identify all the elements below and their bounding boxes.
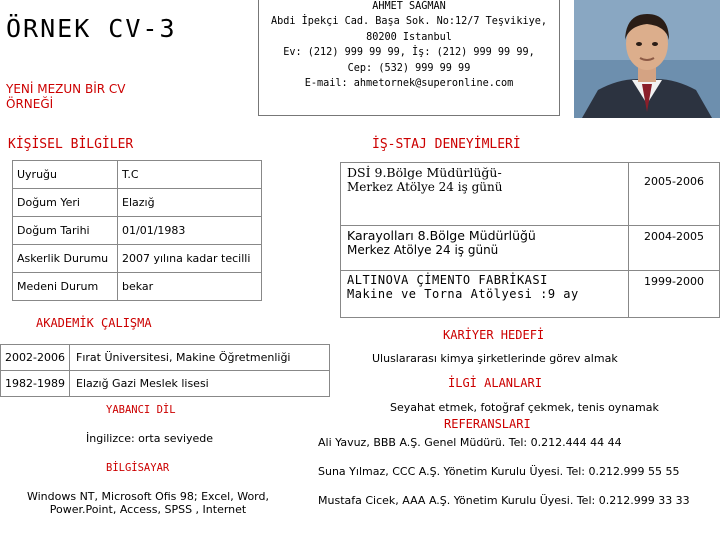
table-row xyxy=(13,217,262,245)
table-row xyxy=(13,161,262,189)
work-employer: Karayolları 8.Bölge Müdürlüğü xyxy=(347,228,536,243)
personal-info-table xyxy=(12,160,262,301)
work-date: 1999-2000 xyxy=(629,271,720,318)
personal-label: Askerlik Durumu xyxy=(13,245,118,273)
personal-value: Elazığ xyxy=(118,189,262,217)
table-row xyxy=(13,245,262,273)
personal-value: T.C xyxy=(118,161,262,189)
academic-school: Fırat Üniversitesi, Makine Öğretmenliği xyxy=(70,345,330,371)
languages-heading: YABANCI DİL xyxy=(106,404,176,416)
academic-school: Elazığ Gazi Meslek lisesi xyxy=(70,371,330,397)
personal-value: bekar xyxy=(118,273,262,301)
work-date: 2004-2005 xyxy=(629,226,720,271)
work-experience-heading: İŞ-STAJ DENEYİMLERİ xyxy=(372,137,521,152)
academic-years: 1982-1989 xyxy=(1,371,70,397)
personal-info-heading: KİŞİSEL BİLGİLER xyxy=(8,137,134,152)
work-detail: Merkez Atölye 24 iş günü xyxy=(347,180,503,194)
work-employer: ALTINOVA ÇİMENTO FABRİKASI xyxy=(347,273,548,287)
academic-years: 2002-2006 xyxy=(1,345,70,371)
interests-value: Seyahat etmek, fotoğraf çekmek, tenis oynamak xyxy=(390,401,659,414)
table-row xyxy=(13,273,262,301)
contact-mobile: Cep: (532) 999 99 99 xyxy=(347,62,471,74)
work-description xyxy=(341,163,629,226)
academic-heading: AKADEMİK ÇALIŞMA xyxy=(36,316,152,330)
contact-address-line2: 80200 Istanbul xyxy=(366,31,452,43)
work-detail: Makine ve Torna Atölyesi :9 ay xyxy=(347,287,579,301)
table-row xyxy=(1,345,330,371)
computer-skills-value: Windows NT, Microsoft Ofis 98; Excel, Word, Power.Point, Access, SPSS , Internet xyxy=(26,490,269,516)
personal-label: Doğum Tarihi xyxy=(13,217,118,245)
reference-item: Suna Yılmaz, CCC A.Ş. Yönetim Kurulu Üyesi. Tel: 0.212.999 55 55 xyxy=(318,465,680,478)
reference-item: Mustafa Cicek, AAA A.Ş. Yönetim Kurulu Üyesi. Tel: 0.212.999 33 33 xyxy=(318,494,690,507)
contact-phone: Ev: (212) 999 99 99, İş: (212) 999 99 99, xyxy=(283,47,535,59)
work-experience-table xyxy=(340,162,720,318)
personal-label: Doğum Yeri xyxy=(13,189,118,217)
table-row xyxy=(341,271,720,318)
personal-label: Uyruğu xyxy=(13,161,118,189)
contact-name: AHMET SAĞMAN xyxy=(372,1,446,12)
work-detail: Merkez Atölye 24 iş günü xyxy=(347,243,499,257)
profile-photo xyxy=(574,0,720,118)
contact-email[interactable]: E-mail: ahmetornek@superonline.com xyxy=(304,78,514,90)
reference-item: Ali Yavuz, BBB A.Ş. Genel Müdürü. Tel: 0.212.444 44 44 xyxy=(318,436,622,449)
subtitle-line: YENİ MEZUN BİR CV xyxy=(6,82,126,96)
subtitle-line: ÖRNEĞİ xyxy=(6,97,54,111)
academic-table xyxy=(0,344,330,397)
contact-box xyxy=(258,0,560,116)
career-goal-heading: KARİYER HEDEFİ xyxy=(443,328,545,342)
table-row xyxy=(13,189,262,217)
computer-skills-heading: BİLGİSAYAR xyxy=(106,462,170,474)
references-heading: REFERANSLARI xyxy=(444,417,531,431)
personal-value: 2007 yılına kadar tecilli xyxy=(118,245,262,273)
work-description xyxy=(341,226,629,271)
table-row xyxy=(341,226,720,271)
document-title: ÖRNEK CV-3 xyxy=(6,14,177,43)
work-date: 2005-2006 xyxy=(629,163,720,226)
personal-value: 01/01/1983 xyxy=(118,217,262,245)
interests-heading: İLGİ ALANLARI xyxy=(448,376,542,390)
table-row xyxy=(341,163,720,226)
career-goal-value: Uluslararası kimya şirketlerinde görev almak xyxy=(372,352,618,365)
document-subtitle xyxy=(6,82,196,112)
table-row xyxy=(1,371,330,397)
languages-value: İngilizce: orta seviyede xyxy=(86,432,214,445)
work-description xyxy=(341,271,629,318)
personal-label: Medeni Durum xyxy=(13,273,118,301)
work-employer: DSİ 9.Bölge Müdürlüğü- xyxy=(347,165,502,180)
contact-address-line1: Abdi İpekçi Cad. Başa Sok. No:12/7 Teşvikiye, xyxy=(270,16,547,28)
